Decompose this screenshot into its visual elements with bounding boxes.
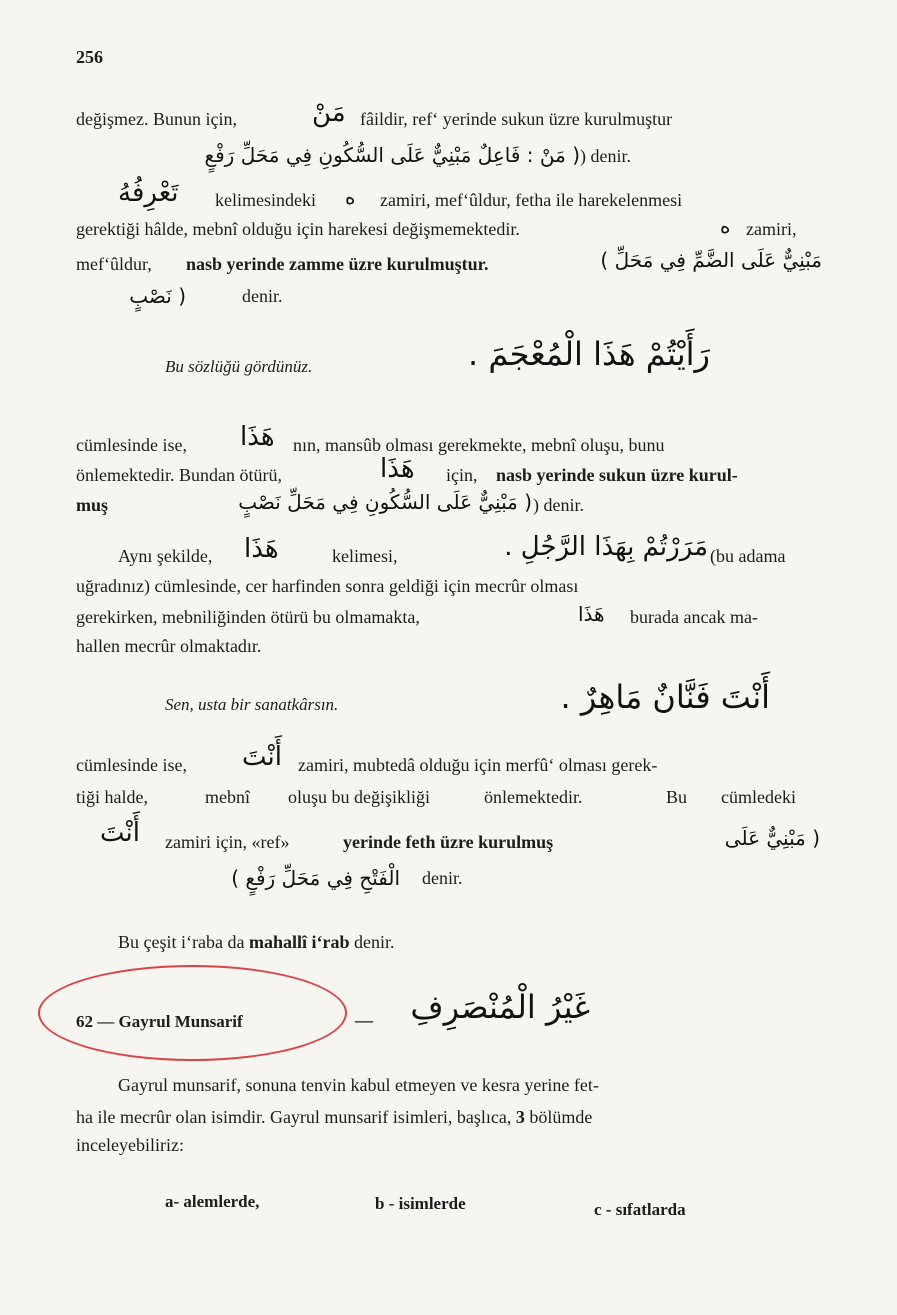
para2-line4-end: denir. bbox=[242, 286, 283, 306]
para2-line1-b: zamiri, mef‘ûldur, fetha ile harekelenmesi bbox=[380, 190, 683, 210]
section-title: Gayrul Munsarif bbox=[118, 1012, 243, 1031]
para4-line4: hallen mecrûr olmaktadır. bbox=[76, 636, 262, 656]
arabic-irab-phrase-3: ( مَبْنِيٌّ عَلَى السُّكُونِ فِي مَحَلِّ نَصْبٍ bbox=[238, 490, 532, 514]
para4-line3-b: burada ancak ma- bbox=[630, 607, 758, 627]
para3-line3-end: ) denir. bbox=[533, 495, 584, 515]
section-dash: — bbox=[355, 1010, 373, 1030]
example1-turkish: Bu sözlüğü gördünüz. bbox=[165, 357, 313, 376]
para7-line3: inceleyebiliriz: bbox=[76, 1135, 184, 1155]
arabic-nasb: ( نَصْبٍ bbox=[129, 284, 186, 308]
arabic-irab-phrase-2: مَبْنِيٌّ عَلَى الضَّمِّ فِي مَحَلِّ ) bbox=[600, 248, 822, 272]
section-heading bbox=[76, 1010, 243, 1034]
arabic-word-tarifuhu: تَعْرِفُهُ bbox=[118, 178, 179, 208]
category-a: a- alemlerde, bbox=[165, 1192, 260, 1211]
arabic-irab-phrase-4b: الْفَتْحِ فِي مَحَلِّ رَفْعٍ ) bbox=[231, 866, 400, 890]
arabic-irab-phrase-1: ( مَنْ : فَاعِلٌ مَبْنِيٌّ عَلَى السُّكُونِ فِي مَحَلِّ رَفْعٍ bbox=[204, 143, 580, 167]
para4-line2-text: uğradınız) cümlesinde, cer harfinden sonra geldiği için mecrûr olması bbox=[76, 576, 579, 596]
para5-line2-d: önlemektedir. bbox=[484, 787, 583, 807]
para6-bold: mahallî i‘rab bbox=[248, 932, 350, 952]
para5-line2-a: tiği halde, bbox=[76, 787, 148, 807]
para4-line3-a: gerekirken, mebniliğinden ötürü bu olmamakta, bbox=[76, 607, 420, 627]
para5-line2-f: cümledeki bbox=[721, 787, 796, 807]
para7-line1: Gayrul munsarif, sonuna tenvin kabul etmeyen ve kesra yerine fet- bbox=[118, 1075, 599, 1095]
para6-text-a: Bu çeşit i‘raba da bbox=[118, 932, 245, 952]
para3-line2-bold: nasb yerinde sukun üzre kurul- bbox=[496, 465, 738, 485]
para1-line1-end: fâildir, ref‘ yerinde sukun üzre kurulmuştur bbox=[360, 109, 673, 129]
arabic-hadha-1: هَذَا bbox=[240, 422, 275, 452]
example2-arabic: أَنْتَ فَنَّانٌ مَاهِرٌ . bbox=[560, 678, 770, 716]
arabic-hadha-3: هَذَا bbox=[244, 534, 279, 564]
para4-line1-c: (bu adama bbox=[710, 546, 786, 566]
arabic-example-marartum: مَرَرْتُمْ بِهَذَا الرَّجُلِ . bbox=[504, 532, 708, 562]
para2-line2: gerektiği hâlde, mebnî olduğu için harekesi değişmemektedir. bbox=[76, 219, 520, 239]
para7-line2-b: bölümde bbox=[529, 1107, 593, 1127]
arabic-hadha-2: هَذَا bbox=[380, 454, 415, 484]
arabic-irab-phrase-4a: ( مَبْنِيٌّ عَلَى bbox=[724, 826, 820, 850]
para4-line1-a: Aynı şekilde, bbox=[118, 546, 213, 566]
para3-line2-b: için, bbox=[446, 465, 478, 485]
arabic-anta-1: أَنْتَ bbox=[242, 742, 282, 772]
arabic-anta-2: أَنْتَ bbox=[100, 818, 140, 848]
page-number: 256 bbox=[76, 47, 103, 67]
para4-line2 bbox=[76, 574, 820, 598]
para3-line2-a: önlemektedir. Bundan ötürü, bbox=[76, 465, 282, 485]
para3-line3-bold: muş bbox=[76, 495, 109, 515]
para7-line2 bbox=[76, 1105, 592, 1129]
para7-line2-a: ha ile mecrûr olan isimdir. Gayrul munsarif isimleri, başlıca, bbox=[76, 1107, 512, 1127]
para5-line2-b: mebnî bbox=[205, 787, 250, 807]
para5-line1-a: cümlesinde ise, bbox=[76, 755, 187, 775]
example1-arabic: رَأَيْتُمْ هَذَا الْمُعْجَمَ . bbox=[468, 335, 710, 373]
para2-line3-bold: nasb yerinde zamme üzre kurulmuştur. bbox=[186, 254, 489, 274]
para5-line1-b: zamiri, mubtedâ olduğu için merfû‘ olması gerek- bbox=[298, 755, 658, 775]
para5-line2-e: Bu bbox=[666, 787, 688, 807]
para6-line bbox=[118, 930, 394, 954]
example2-turkish: Sen, usta bir sanatkârsın. bbox=[165, 695, 339, 714]
para4-line1-b: kelimesi, bbox=[332, 546, 398, 566]
para5-line2-c: oluşu bu değişikliği bbox=[288, 787, 431, 807]
arabic-hadha-4: هَذَا bbox=[578, 602, 605, 626]
arabic-letter-ha-1: ه bbox=[345, 185, 356, 209]
category-c: c - sıfatlarda bbox=[594, 1200, 686, 1219]
para1-line2-end: ) denir. bbox=[580, 146, 631, 166]
para3-line1-a: cümlesinde ise, bbox=[76, 435, 187, 455]
para2-line2-end: zamiri, bbox=[746, 219, 797, 239]
para1-line1-start: değişmez. Bunun için, bbox=[76, 109, 237, 129]
section-number: 62 — bbox=[76, 1012, 115, 1031]
para7-line2-bold: 3 bbox=[515, 1107, 525, 1127]
category-b: b - isimlerde bbox=[375, 1194, 466, 1213]
para6-text-b: denir. bbox=[353, 932, 395, 952]
para5-line4-end: denir. bbox=[422, 868, 463, 888]
para2-line1-a: kelimesindeki bbox=[215, 190, 316, 210]
para5-line3-bold: yerinde feth üzre kurulmuş bbox=[343, 832, 554, 852]
arabic-word-man: مَنْ bbox=[312, 98, 346, 128]
para2-line3-a: mef‘ûldur, bbox=[76, 254, 152, 274]
section-arabic-title: غَيْرُ الْمُنْصَرِفِ bbox=[410, 988, 590, 1026]
para5-line3-a: zamiri için, «ref» bbox=[165, 832, 290, 852]
para3-line1-b: nın, mansûb olması gerekmekte, mebnî oluşu, bunu bbox=[293, 435, 665, 455]
arabic-letter-ha-2: ه bbox=[720, 214, 731, 238]
